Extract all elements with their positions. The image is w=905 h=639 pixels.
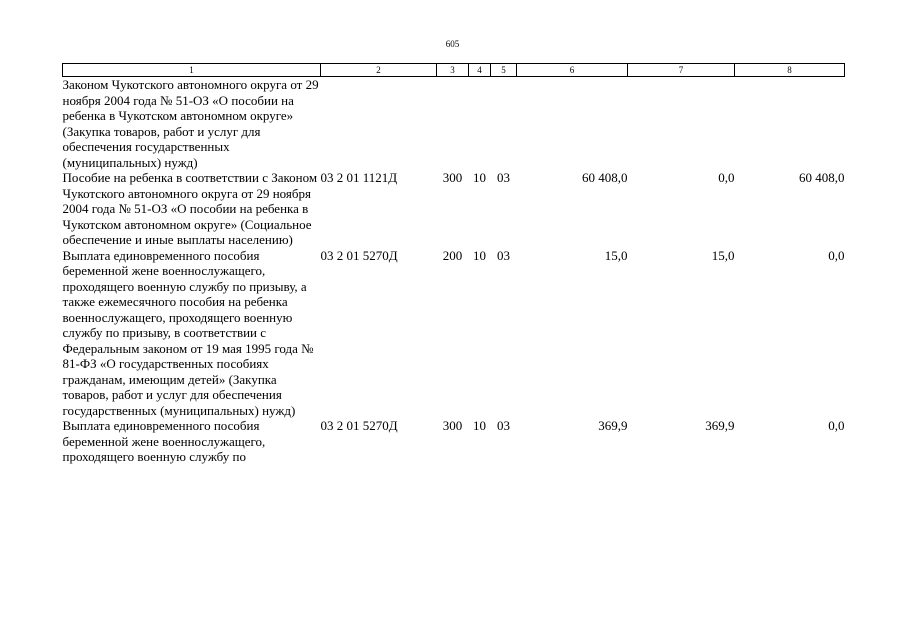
row-amount-3: 0,0	[828, 418, 845, 433]
row-target-code: 03 2 01 1121Д	[320, 170, 398, 185]
row-target-code: 03 2 01 5270Д	[320, 418, 398, 433]
row-subsection: 03	[497, 170, 510, 185]
row-description: Выплата единовременного пособия беременной жене военнослужащего, проходящего военную службу по призыву, а также ежемесячного пособия на ребенка военнослужащего, проходящего военную службу по призыву, в соответствии с Федеральным законом от 19 мая 1995 года № 81-ФЗ «О государственных пособиях гражданам, имеющим детей» (Закупка товаров, работ и услуг для обеспечения государственных (муниципальных) нужд)	[62, 247, 314, 418]
row-amount-3	[735, 77, 845, 171]
row-subsection: 03	[497, 418, 510, 433]
row-subsection	[491, 77, 517, 171]
row-expense-group	[437, 77, 469, 171]
row-expense-group: 300	[442, 170, 463, 185]
column-header-8: 8	[735, 64, 845, 77]
row-section: 10	[473, 418, 486, 433]
column-header-2: 2	[321, 64, 437, 77]
row-amount-3: 60 408,0	[799, 170, 845, 185]
row-section: 10	[473, 247, 486, 263]
column-header-3: 3	[437, 64, 469, 77]
column-header-5: 5	[491, 64, 517, 77]
column-header-1: 1	[63, 64, 321, 77]
column-header-7: 7	[628, 64, 735, 77]
row-target-code: 03 2 01 5270Д	[320, 247, 398, 263]
row-amount-total: 369,9	[598, 418, 628, 433]
table-row	[63, 170, 845, 248]
row-amount-2: 0,0	[718, 170, 735, 185]
table-row	[63, 418, 845, 465]
row-amount-total: 15,0	[604, 247, 628, 263]
row-amount-total	[517, 77, 628, 171]
column-number-row	[63, 64, 845, 77]
row-description: Выплата единовременного пособия беременной жене военнослужащего, проходящего военную службу по	[62, 418, 266, 464]
row-description: Законом Чукотского автономного округа от 29 ноября 2004 года № 51-ОЗ «О пособии на ребенка в Чукотском автономном округе» (Закупка товаров, работ и услуг для обеспечения государственных (муниципальных) нужд)	[62, 77, 319, 170]
row-section: 10	[473, 170, 486, 185]
row-description: Пособие на ребенка в соответствии с Законом Чукотского автономного округа от 29 ноября 2004 года № 51-ОЗ «О пособии на ребенка в Чукотском автономном округе» (Социальное обеспечение и иные выплаты населению)	[62, 170, 318, 247]
page-number: 605	[445, 39, 460, 49]
row-target-code	[321, 77, 437, 171]
table-row	[63, 77, 845, 171]
row-section	[469, 77, 491, 171]
row-amount-2: 369,9	[705, 418, 735, 433]
row-subsection: 03	[497, 247, 510, 263]
row-expense-group: 300	[442, 418, 463, 433]
row-amount-2: 15,0	[711, 247, 735, 263]
table-row	[63, 248, 845, 419]
row-amount-2	[628, 77, 735, 171]
row-amount-3: 0,0	[828, 247, 845, 263]
column-header-4: 4	[469, 64, 491, 77]
row-amount-total: 60 408,0	[582, 170, 628, 185]
budget-table	[62, 63, 845, 465]
column-header-6: 6	[517, 64, 628, 77]
row-expense-group: 200	[442, 247, 463, 263]
